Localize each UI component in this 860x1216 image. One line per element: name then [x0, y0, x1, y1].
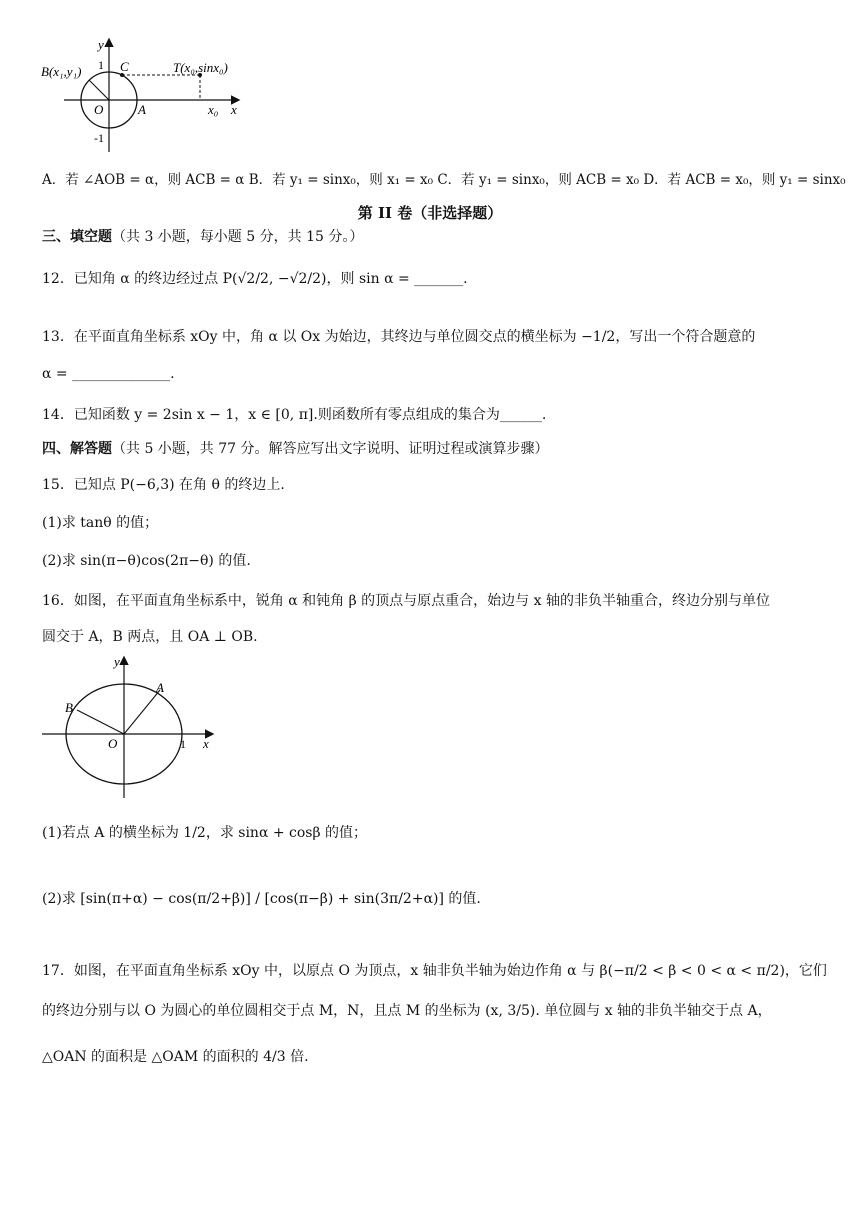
- section-4-heading: 四、解答题: [42, 441, 112, 457]
- fig1-x0-label: x₀: [208, 102, 219, 117]
- section-3-heading: 三、填空题: [42, 229, 112, 245]
- question-13-line-1: 13．在平面直角坐标系 xOy 中，角 α 以 Ox 为始边，其终边与单位圆交点的横坐标为 −1/2，写出一个符合题意的: [42, 329, 756, 345]
- fig1-point-B-label: B(x₁,y₁): [41, 64, 82, 79]
- fig2-one-label: 1: [180, 737, 186, 751]
- unit-circle-figure-2: [38, 652, 228, 802]
- fig1-point-A-label: A: [138, 102, 146, 117]
- unit-circle-figure-1: [38, 34, 258, 154]
- ray-OA: [124, 690, 160, 734]
- question-16-line-2: 圆交于 A，B 两点，且 OA ⊥ OB.: [42, 629, 258, 645]
- question-16-part-1: (1)若点 A 的横坐标为 1/2，求 sinα + cosβ 的值；: [42, 825, 368, 841]
- fig2-point-A-label: A: [156, 680, 164, 695]
- question-15-part-2: (2)求 sin(π−θ)cos(2π−θ) 的值.: [42, 553, 251, 569]
- fig1-one-label: 1: [98, 58, 104, 72]
- question-15-stem: 15．已知点 P(−6,3) 在角 θ 的终边上.: [42, 477, 285, 493]
- section-4-note: （共 5 小题，共 77 分。解答应写出文字说明、证明过程或演算步骤）: [112, 441, 549, 457]
- fig1-origin-label: O: [94, 102, 104, 117]
- question-15-part-1: (1)求 tanθ 的值；: [42, 515, 159, 531]
- ray-OB: [89, 80, 109, 100]
- question-12: 12．已知角 α 的终边经过点 P(√2/2, −√2/2)，则 sin α = _______.: [42, 271, 468, 287]
- question-16-part-2: (2)求 [sin(π+α) − cos(π/2+β)] / [cos(π−β) + sin(3π/2+α)] 的值.: [42, 891, 481, 907]
- ray-OB: [77, 710, 124, 734]
- section-title: 第 II 卷（非选择题）: [357, 204, 503, 222]
- section-3-header: [42, 226, 363, 246]
- fig1-y-label: y: [98, 37, 104, 52]
- fig1-neg-one-label: -1: [94, 131, 104, 145]
- question-17-line-3: △OAN 的面积是 △OAM 的面积的 4/3 倍.: [42, 1049, 309, 1065]
- question-16-line-1: 16．如图，在平面直角坐标系中，锐角 α 和钝角 β 的顶点与原点重合，始边与 x 轴的非负半轴重合，终边分别与单位: [42, 593, 770, 609]
- fig1-point-T-label: T(x₀,sinx₀): [173, 60, 228, 75]
- q11-options: A．若 ∠AOB = α，则 ACB = α B．若 y₁ = sinx₀，则 x₁ = x₀ C．若 y₁ = sinx₀，则 ACB = x₀ D．若 ACB = x₀，则 y₁ = sinx₀: [42, 172, 846, 188]
- question-14: 14．已知函数 y = 2sin x − 1，x ∈ [0, π].则函数所有零点组成的集合为______.: [42, 407, 547, 423]
- section-4-header: [42, 438, 549, 458]
- question-17-line-1: 17．如图，在平面直角坐标系 xOy 中，以原点 O 为顶点，x 轴非负半轴为始边作角 α 与 β(−π/2 < β < 0 < α < π/2)，它们: [42, 963, 827, 979]
- fig1-x-label: x: [231, 102, 237, 117]
- fig2-point-B-label: B: [65, 700, 73, 715]
- fig2-y-label: y: [114, 654, 120, 669]
- question-13-line-2: α = ______________.: [42, 366, 175, 382]
- fig2-origin-label: O: [108, 736, 118, 751]
- section-3-note: （共 3 小题，每小题 5 分，共 15 分。）: [112, 229, 364, 245]
- fig1-point-C-label: C: [120, 59, 129, 74]
- question-17-line-2: 的终边分别与以 O 为圆心的单位圆相交于点 M，N，且点 M 的坐标为 (x, 3/5). 单位圆与 x 轴的非负半轴交于点 A，: [42, 1003, 772, 1019]
- fig2-x-label: x: [203, 736, 209, 751]
